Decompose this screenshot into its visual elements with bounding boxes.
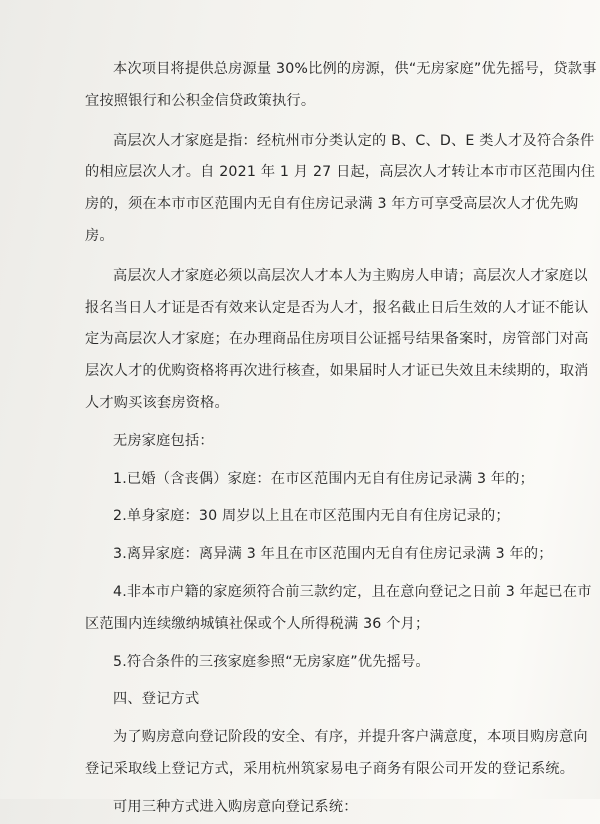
text-line: 房的，须在本市市区范围内无自有住房记录满 3 年方可享受高层次人才优先购	[85, 196, 579, 213]
text-line: 房。	[85, 227, 114, 244]
text-line: 定为高层次人才家庭；在办理商品住房项目公证摇号结果备案时，房管部门对高	[85, 331, 589, 348]
text-line: 本次项目将提供总房源量 30%比例的房源，供“无房家庭”优先摇号，贷款事	[113, 61, 597, 77]
text-line: 高层次人才家庭必须以高层次人才本人为主购房人申请；高层次人才家庭以	[113, 267, 588, 284]
text-line: 人才购买该套房资格。	[85, 394, 229, 411]
section-heading-registration	[85, 684, 572, 716]
text-line: 宜按照银行和公积金信贷政策执行。	[85, 92, 316, 109]
text-line: 层次人才的优购资格将再次进行核查，如果届时人才证已失效且未续期的，取消	[85, 363, 589, 380]
list-item-three-child	[85, 647, 572, 679]
paragraph-talent-requirements	[85, 261, 589, 420]
text-line: 无房家庭包括：	[113, 432, 214, 449]
paragraph-three-ways	[85, 792, 572, 824]
list-item-single	[85, 501, 572, 533]
text-line: 可用三种方式进入购房意向登记系统：	[113, 798, 358, 815]
paragraph-registration-method	[85, 722, 588, 786]
text-line: 3.离异家庭：离异满 3 年且在市区范围内无自有住房记录满 3 年的；	[113, 546, 553, 563]
text-line: 2.单身家庭：30 周岁以上且在市区范围内无自有住房记录的；	[113, 508, 510, 525]
text-line: 四、登记方式	[113, 691, 200, 708]
list-item-divorced	[85, 539, 572, 571]
text-line: 为了购房意向登记阶段的安全、有序，并提升客户满意度，本项目购房意向	[113, 729, 588, 746]
text-line: 的相应层次人才。自 2021 年 1 月 27 日起，高层次人才转让本市市区范围内住	[85, 164, 596, 181]
paragraph-housing-ratio	[85, 54, 597, 118]
text-line: 区范围内连续缴纳城镇社保或个人所得税满 36 个月；	[85, 615, 430, 632]
paragraph-no-house-heading	[85, 426, 572, 458]
text-line: 4.非本市户籍的家庭须符合前三款约定，且在意向登记之日前 3 年起已在市	[113, 583, 592, 600]
text-line: 5.符合条件的三孩家庭参照“无房家庭”优先摇号。	[113, 653, 430, 670]
list-item-married	[85, 464, 572, 496]
text-line: 高层次人才家庭是指：经杭州市分类认定的 B、C、D、E 类人才及符合条件	[113, 132, 595, 149]
text-line: 登记采取线上登记方式，采用杭州筑家易电子商务有限公司开发的登记系统。	[85, 760, 575, 777]
text-line: 报名当日人才证是否有效来认定是否为人才，报名截止日后生效的人才证不能认	[85, 299, 589, 316]
text-line: 1.已婚（含丧偶）家庭：在市区范围内无自有住房记录满 3 年的；	[113, 470, 535, 487]
paragraph-talent-definition	[85, 126, 596, 253]
list-item-non-local	[85, 577, 592, 641]
